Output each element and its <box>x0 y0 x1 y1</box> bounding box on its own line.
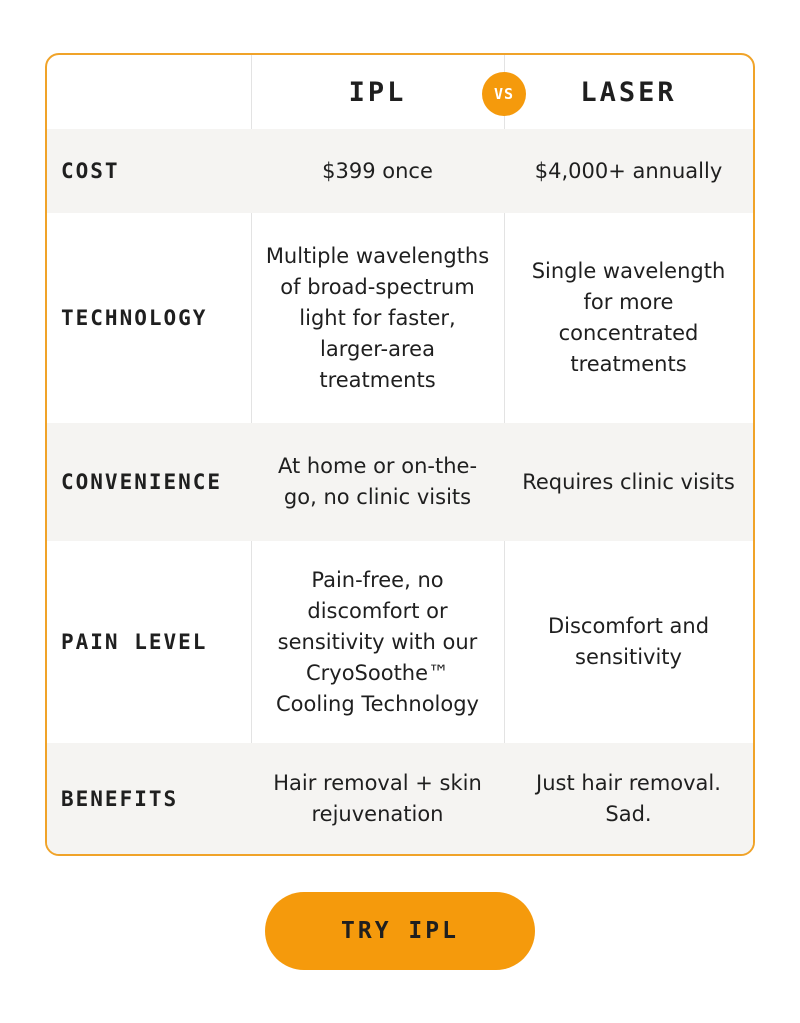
header-laser-cell <box>504 55 753 129</box>
table-row-benefits <box>47 743 753 854</box>
header-empty-cell <box>47 55 251 129</box>
laser-technology-value: Single wavelength for more concentrated treatments <box>531 259 726 376</box>
row-label-cell <box>47 129 251 213</box>
vs-badge <box>482 72 526 116</box>
laser-pain-level-value: Discomfort and sensitivity <box>547 614 710 669</box>
laser-convenience-value: Requires clinic visits <box>522 469 735 494</box>
vs-badge-label: VS <box>493 85 515 103</box>
row-label-technology: TECHNOLOGY <box>61 306 208 330</box>
laser-column-heading: LASER <box>580 76 677 108</box>
try-ipl-button-label: TRY IPL <box>341 918 459 944</box>
laser-value-cell <box>504 541 753 743</box>
ipl-cost-value: $399 once <box>322 158 433 183</box>
ipl-value-cell <box>251 541 504 743</box>
ipl-value-cell <box>251 129 504 213</box>
row-label-cost: COST <box>61 159 120 183</box>
table-row-cost <box>47 129 753 213</box>
ipl-value-cell <box>251 423 504 541</box>
ipl-column-heading: IPL <box>348 76 407 108</box>
header-ipl-cell <box>251 55 504 129</box>
ipl-benefits-value: Hair removal + skin rejuvenation <box>273 770 482 826</box>
row-label-benefits: BENEFITS <box>61 786 179 811</box>
table-row-pain-level <box>47 541 753 743</box>
row-label-cell <box>47 541 251 743</box>
ipl-value-cell <box>251 743 504 854</box>
laser-benefits-value: Just hair removal. Sad. <box>536 770 721 826</box>
laser-cost-value: $4,000+ annually <box>534 158 723 183</box>
ipl-technology-value: Multiple wavelengths of broad-spectrum light for faster, larger-area treatments <box>265 243 490 392</box>
ipl-pain-level-value: Pain-free, no discomfort or sensitivity with our CryoSoothe™ Cooling Technology <box>276 567 479 716</box>
row-label-convenience: CONVENIENCE <box>61 470 223 494</box>
laser-value-cell <box>504 743 753 854</box>
ipl-value-cell <box>251 213 504 423</box>
table-row-convenience <box>47 423 753 541</box>
ipl-convenience-value: At home or on-the-go, no clinic visits <box>277 454 478 509</box>
row-label-cell <box>47 423 251 541</box>
laser-value-cell <box>504 213 753 423</box>
row-label-cell <box>47 213 251 423</box>
try-ipl-button[interactable] <box>265 892 535 970</box>
row-label-pain-level: PAIN LEVEL <box>61 630 208 654</box>
laser-value-cell <box>504 129 753 213</box>
row-label-cell <box>47 743 251 854</box>
table-header-row <box>47 55 753 129</box>
table-row-technology <box>47 213 753 423</box>
comparison-table <box>45 53 755 856</box>
laser-value-cell <box>504 423 753 541</box>
